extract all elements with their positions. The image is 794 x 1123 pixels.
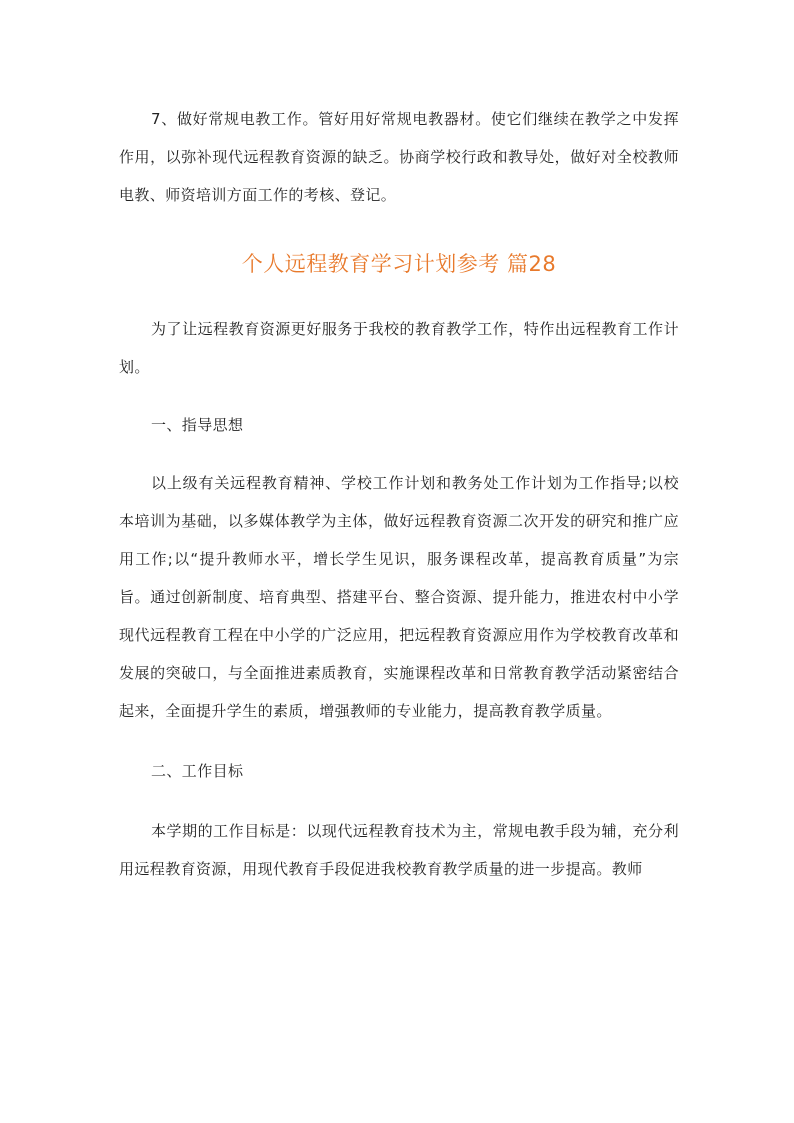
- intro-paragraph: 为了让远程教育资源更好服务于我校的教育教学工作，特作出远程教育工作计划。: [119, 320, 679, 376]
- paragraph-item-7: 7、做好常规电教工作。管好用好常规电教器材。使它们继续在教学之中发挥作用，以弥补现代远程教育资源的缺乏。协商学校行政和教导处，做好对全校教师电教、师资培训方面工作的考核、登记。: [119, 110, 679, 204]
- work-goals-paragraph: 本学期的工作目标是：以现代远程教育技术为主，常规电教手段为辅，充分利用远程教育资源，用现代教育手段促进我校教育教学质量的进一步提高。教师: [119, 822, 679, 878]
- guiding-thought-paragraph: 以上级有关远程教育精神、学校工作计划和教务处工作计划为工作指导;以校本培训为基础，以多媒体教学为主体，做好远程教育资源二次开发的研究和推广应用工作;以“提升教师水平，增长学生见识，服务课程改革，提高教育质量”为宗旨。通过创新制度、培育典型、搭建平台、整合资源、提升能力，推进农村中小学现代远程教育工程在中小学的广泛应用，把远程教育资源应用作为学校教育改革和发展的突破口，与全面推进素质教育，实施课程改革和日常教育教学活动紧密结合起来，全面提升学生的素质，增强教师的专业能力，提高教育教学质量。: [119, 474, 679, 720]
- heading-guiding-thought: 一、指导思想: [151, 416, 244, 434]
- document-body: [119, 100, 679, 888]
- section-title: 个人远程教育学习计划参考 篇28: [241, 252, 557, 276]
- heading-work-goals: 二、工作目标: [151, 762, 244, 780]
